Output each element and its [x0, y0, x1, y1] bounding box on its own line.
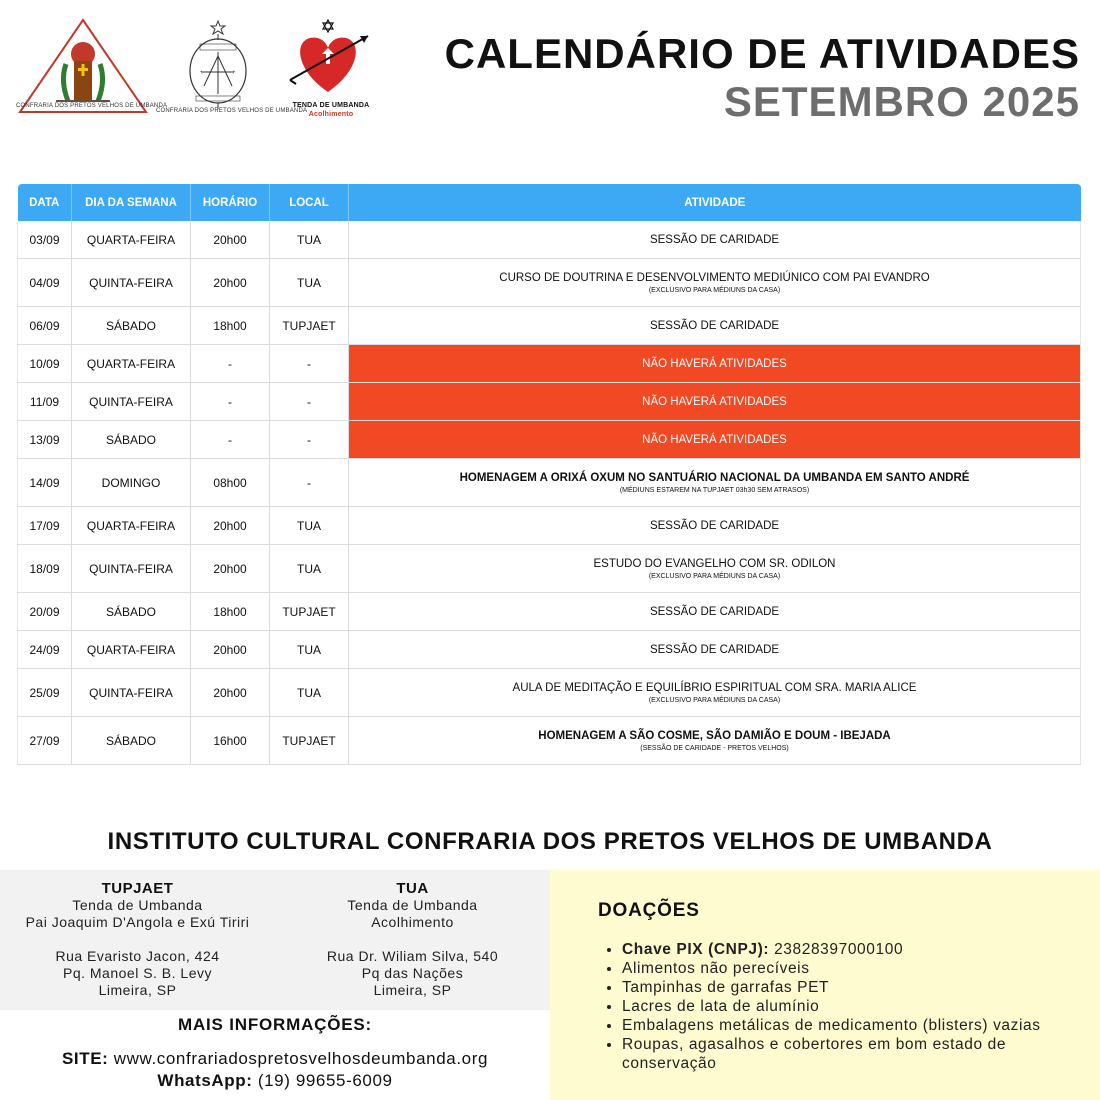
- cell-place: TUA: [270, 631, 349, 669]
- table-row: [18, 221, 1081, 259]
- cell-date: 24/09: [18, 631, 72, 669]
- cell-activity: [349, 631, 1081, 669]
- tupjaet-logo: [156, 16, 308, 121]
- tua-addr3: Limeira, SP: [373, 982, 452, 998]
- table-row: [18, 459, 1081, 507]
- cell-weekday: QUARTA-FEIRA: [72, 345, 191, 383]
- cell-weekday: QUARTA-FEIRA: [72, 631, 191, 669]
- cell-activity: [349, 459, 1081, 507]
- cell-activity-cancelled: [349, 421, 1081, 459]
- activity-text: NÃO HAVERÁ ATIVIDADES: [642, 395, 787, 408]
- table-row: [18, 383, 1081, 421]
- list-item: • Lacres de lata de alumínio: [622, 997, 1100, 1016]
- table-row: [18, 545, 1081, 593]
- cell-date: 17/09: [18, 507, 72, 545]
- list-item: • Alimentos não perecíveis: [622, 959, 1100, 978]
- cell-date: 20/09: [18, 593, 72, 631]
- page-subtitle: SETEMBRO 2025: [723, 78, 1080, 125]
- heart-arrow-icon: [286, 18, 376, 96]
- table-row: [18, 593, 1081, 631]
- cell-date: 11/09: [18, 383, 72, 421]
- cell-date: 18/09: [18, 545, 72, 593]
- cell-date: 13/09: [18, 421, 72, 459]
- activity-text: ESTUDO DO EVANGELHO COM SR. ODILON: [593, 557, 836, 570]
- cell-place: -: [270, 459, 349, 507]
- triangle-emblem-icon: [16, 16, 168, 116]
- tua-addr1: Rua Dr. Wiliam Silva, 540: [326, 948, 499, 964]
- site-link[interactable]: www.confrariadospretosvelhosdeumbanda.org: [113, 1049, 489, 1068]
- cell-place: TUA: [270, 545, 349, 593]
- column-header-place: LOCAL: [270, 184, 349, 221]
- cell-activity: [349, 669, 1081, 717]
- cell-place: TUA: [270, 669, 349, 717]
- cell-weekday: QUINTA-FEIRA: [72, 545, 191, 593]
- tua-line2: Acolhimento: [371, 914, 454, 930]
- activity-note: (EXCLUSIVO PARA MÉDIUNS DA CASA): [648, 572, 781, 580]
- logo3-text2: Acolhimento: [308, 111, 354, 118]
- confraria-logo: [16, 16, 168, 116]
- table-row: [18, 259, 1081, 307]
- list-item: • Tampinhas de garrafas PET: [622, 978, 1100, 997]
- activity-note: (MÉDIUNS ESTAREM NA TUPJAET 03h30 SEM ATRASOS): [619, 486, 810, 494]
- cell-time: 20h00: [191, 259, 270, 307]
- cell-activity: [349, 507, 1081, 545]
- tupjaet-addr3: Limeira, SP: [98, 982, 177, 998]
- logos-area: [16, 16, 376, 126]
- cell-date: 03/09: [18, 221, 72, 259]
- activity-text: SESSÃO DE CARIDADE: [649, 319, 780, 332]
- more-info-title: MAIS INFORMAÇÕES:: [178, 1015, 372, 1034]
- cell-weekday: SÁBADO: [72, 421, 191, 459]
- whatsapp-label: WhatsApp:: [157, 1071, 253, 1090]
- tupjaet-addr1: Rua Evaristo Jacon, 424: [55, 948, 220, 964]
- table-row: [18, 421, 1081, 459]
- cell-weekday: QUINTA-FEIRA: [72, 669, 191, 717]
- cell-weekday: SÁBADO: [72, 717, 191, 765]
- pix-label: Chave PIX (CNPJ):: [622, 941, 770, 958]
- cell-place: TUA: [270, 507, 349, 545]
- table-row: [18, 669, 1081, 717]
- activity-text: AULA DE MEDITAÇÃO E EQUILÍBRIO ESPIRITUAL COM SRA. MARIA ALICE: [512, 681, 917, 694]
- cell-weekday: SÁBADO: [72, 593, 191, 631]
- cell-time: 20h00: [191, 507, 270, 545]
- activity-text: NÃO HAVERÁ ATIVIDADES: [642, 433, 787, 446]
- activity-text: SESSÃO DE CARIDADE: [649, 233, 780, 246]
- activity-text: SESSÃO DE CARIDADE: [649, 643, 780, 656]
- cell-weekday: QUARTA-FEIRA: [72, 221, 191, 259]
- activity-note: (EXCLUSIVO PARA MÉDIUNS DA CASA): [648, 696, 781, 704]
- tupjaet-address: [0, 880, 275, 999]
- activity-text: SESSÃO DE CARIDADE: [649, 519, 780, 532]
- tua-address: [275, 880, 550, 999]
- cell-time: -: [191, 345, 270, 383]
- svg-text:+: +: [200, 70, 204, 76]
- cell-weekday: QUINTA-FEIRA: [72, 259, 191, 307]
- tua-addr2: Pq das Nações: [361, 965, 464, 981]
- logo3-text1: TENDA DE UMBANDA: [292, 102, 370, 109]
- cell-activity-cancelled: [349, 383, 1081, 421]
- cell-place: TUA: [270, 259, 349, 307]
- institute-name: INSTITUTO CULTURAL CONFRARIA DOS PRETOS VELHOS DE UMBANDA: [107, 828, 993, 855]
- cell-weekday: QUARTA-FEIRA: [72, 507, 191, 545]
- list-item: [622, 940, 1100, 959]
- pix-key: 23828397000100: [774, 941, 904, 958]
- table-row: [18, 507, 1081, 545]
- list-item: • Roupas, agasalhos e cobertores em bom estado de conservação: [622, 1035, 1100, 1073]
- site-label: SITE:: [61, 1049, 109, 1068]
- activity-text: NÃO HAVERÁ ATIVIDADES: [642, 357, 787, 370]
- column-header-activity: ATIVIDADE: [349, 184, 1081, 221]
- activity-note: (EXCLUSIVO PARA MÉDIUNS DA CASA): [648, 286, 781, 294]
- list-item: • Embalagens metálicas de medicamento (blisters) vazias: [622, 1016, 1100, 1035]
- tua-logo: [286, 18, 376, 123]
- cell-activity: [349, 717, 1081, 765]
- donations-title: DOAÇÕES: [598, 900, 700, 921]
- svg-text:+: +: [232, 70, 236, 76]
- tupjaet-line2: Pai Joaquim D'Angola e Exú Tiriri: [25, 914, 250, 930]
- cell-date: 10/09: [18, 345, 72, 383]
- page-title: CALENDÁRIO DE ATIVIDADES: [444, 30, 1080, 77]
- cell-place: TUPJAET: [270, 717, 349, 765]
- activity-text: HOMENAGEM A ORIXÁ OXUM NO SANTUÁRIO NACIONAL DA UMBANDA EM SANTO ANDRÉ: [459, 471, 970, 484]
- cell-time: 18h00: [191, 593, 270, 631]
- cell-activity: [349, 545, 1081, 593]
- contact-info: [0, 1048, 550, 1092]
- star-circle-emblem-icon: [156, 16, 281, 111]
- cell-time: 20h00: [191, 221, 270, 259]
- table-header-row: [18, 184, 1081, 221]
- whatsapp-number[interactable]: (19) 99655-6009: [257, 1071, 393, 1090]
- activity-text: SESSÃO DE CARIDADE: [649, 605, 780, 618]
- cell-time: 08h00: [191, 459, 270, 507]
- cell-activity: [349, 593, 1081, 631]
- activity-text: HOMENAGEM A SÃO COSME, SÃO DAMIÃO E DOUM - IBEJADA: [538, 729, 891, 742]
- cell-place: -: [270, 383, 349, 421]
- table-row: [18, 345, 1081, 383]
- tupjaet-title: TUPJAET: [101, 880, 174, 897]
- cell-date: 06/09: [18, 307, 72, 345]
- cell-place: -: [270, 421, 349, 459]
- logo1-text: CONFRARIA DOS PRETOS VELHOS DE UMBANDA: [16, 103, 168, 109]
- column-header-date: DATA: [18, 184, 72, 221]
- cell-place: TUPJAET: [270, 307, 349, 345]
- cell-date: 25/09: [18, 669, 72, 717]
- cell-weekday: DOMINGO: [72, 459, 191, 507]
- activity-text: CURSO DE DOUTRINA E DESENVOLVIMENTO MEDIÚNICO COM PAI EVANDRO: [499, 271, 930, 284]
- table-row: [18, 631, 1081, 669]
- table-row: [18, 307, 1081, 345]
- cell-place: TUPJAET: [270, 593, 349, 631]
- table-row: [18, 717, 1081, 765]
- tupjaet-addr2: Pq. Manoel S. B. Levy: [62, 965, 213, 981]
- cell-time: 20h00: [191, 545, 270, 593]
- cell-activity: [349, 221, 1081, 259]
- cell-time: 20h00: [191, 631, 270, 669]
- cell-weekday: SÁBADO: [72, 307, 191, 345]
- cell-date: 14/09: [18, 459, 72, 507]
- cell-activity-cancelled: [349, 345, 1081, 383]
- cell-date: 27/09: [18, 717, 72, 765]
- cell-place: TUA: [270, 221, 349, 259]
- cell-activity: [349, 259, 1081, 307]
- donations-list: [606, 940, 1100, 1073]
- cell-date: 04/09: [18, 259, 72, 307]
- column-header-time: HORÁRIO: [191, 184, 270, 221]
- logo2-text: CONFRARIA DOS PRETOS VELHOS DE UMBANDA: [156, 108, 308, 114]
- calendar-table: [17, 184, 1081, 765]
- cell-time: -: [191, 383, 270, 421]
- tupjaet-line1: Tenda de Umbanda: [72, 897, 203, 913]
- activity-note: (SESSÃO DE CARIDADE - PRETOS VELHOS): [640, 744, 789, 752]
- tua-title: TUA: [396, 880, 429, 897]
- column-header-weekday: DIA DA SEMANA: [72, 184, 191, 221]
- cell-place: -: [270, 345, 349, 383]
- cell-time: 18h00: [191, 307, 270, 345]
- cell-time: -: [191, 421, 270, 459]
- tua-line1: Tenda de Umbanda: [347, 897, 478, 913]
- cell-time: 20h00: [191, 669, 270, 717]
- cell-activity: [349, 307, 1081, 345]
- cell-time: 16h00: [191, 717, 270, 765]
- cell-weekday: QUINTA-FEIRA: [72, 383, 191, 421]
